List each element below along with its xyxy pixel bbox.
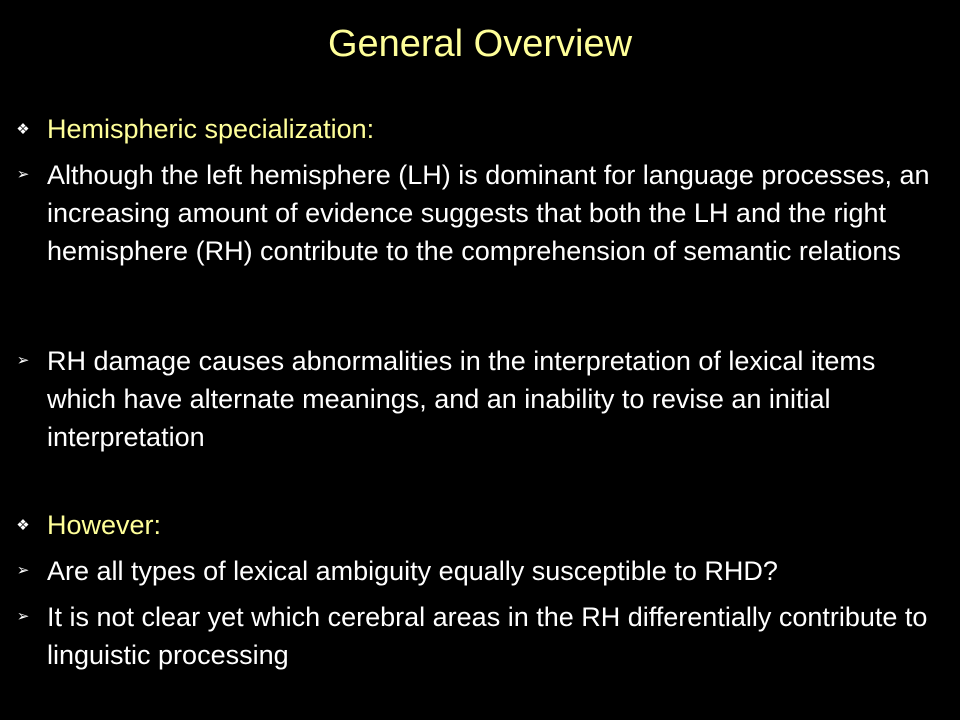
diamond-bullet-icon: ❖ bbox=[16, 120, 30, 138]
diamond-bullet-icon: ❖ bbox=[16, 516, 30, 534]
bullet-text: Hemispheric specialization: bbox=[47, 114, 375, 144]
arrow-bullet-icon: ➢ bbox=[16, 165, 30, 183]
arrow-bullet-icon: ➢ bbox=[16, 561, 30, 579]
bullet-text: Although the left hemisphere (LH) is dominant for language processes, an increasing amount of evidence suggests that both the LH and the right hemisphere (RH) contribute to the comprehension of semantic relations bbox=[47, 160, 930, 266]
bullet-text: RH damage causes abnormalities in the interpretation of lexical items which have alternate meanings, and an inability to revise an initial interpretation bbox=[47, 346, 876, 452]
bullet-text: However: bbox=[47, 510, 162, 540]
arrow-bullet-icon: ➢ bbox=[16, 351, 30, 369]
slide-title: General Overview bbox=[327, 23, 633, 65]
bullet-text: Are all types of lexical ambiguity equally susceptible to RHD? bbox=[47, 556, 778, 586]
bullet-text: It is not clear yet which cerebral areas in the RH differentially contribute to linguistic processing bbox=[47, 602, 928, 670]
arrow-bullet-icon: ➢ bbox=[16, 607, 30, 625]
